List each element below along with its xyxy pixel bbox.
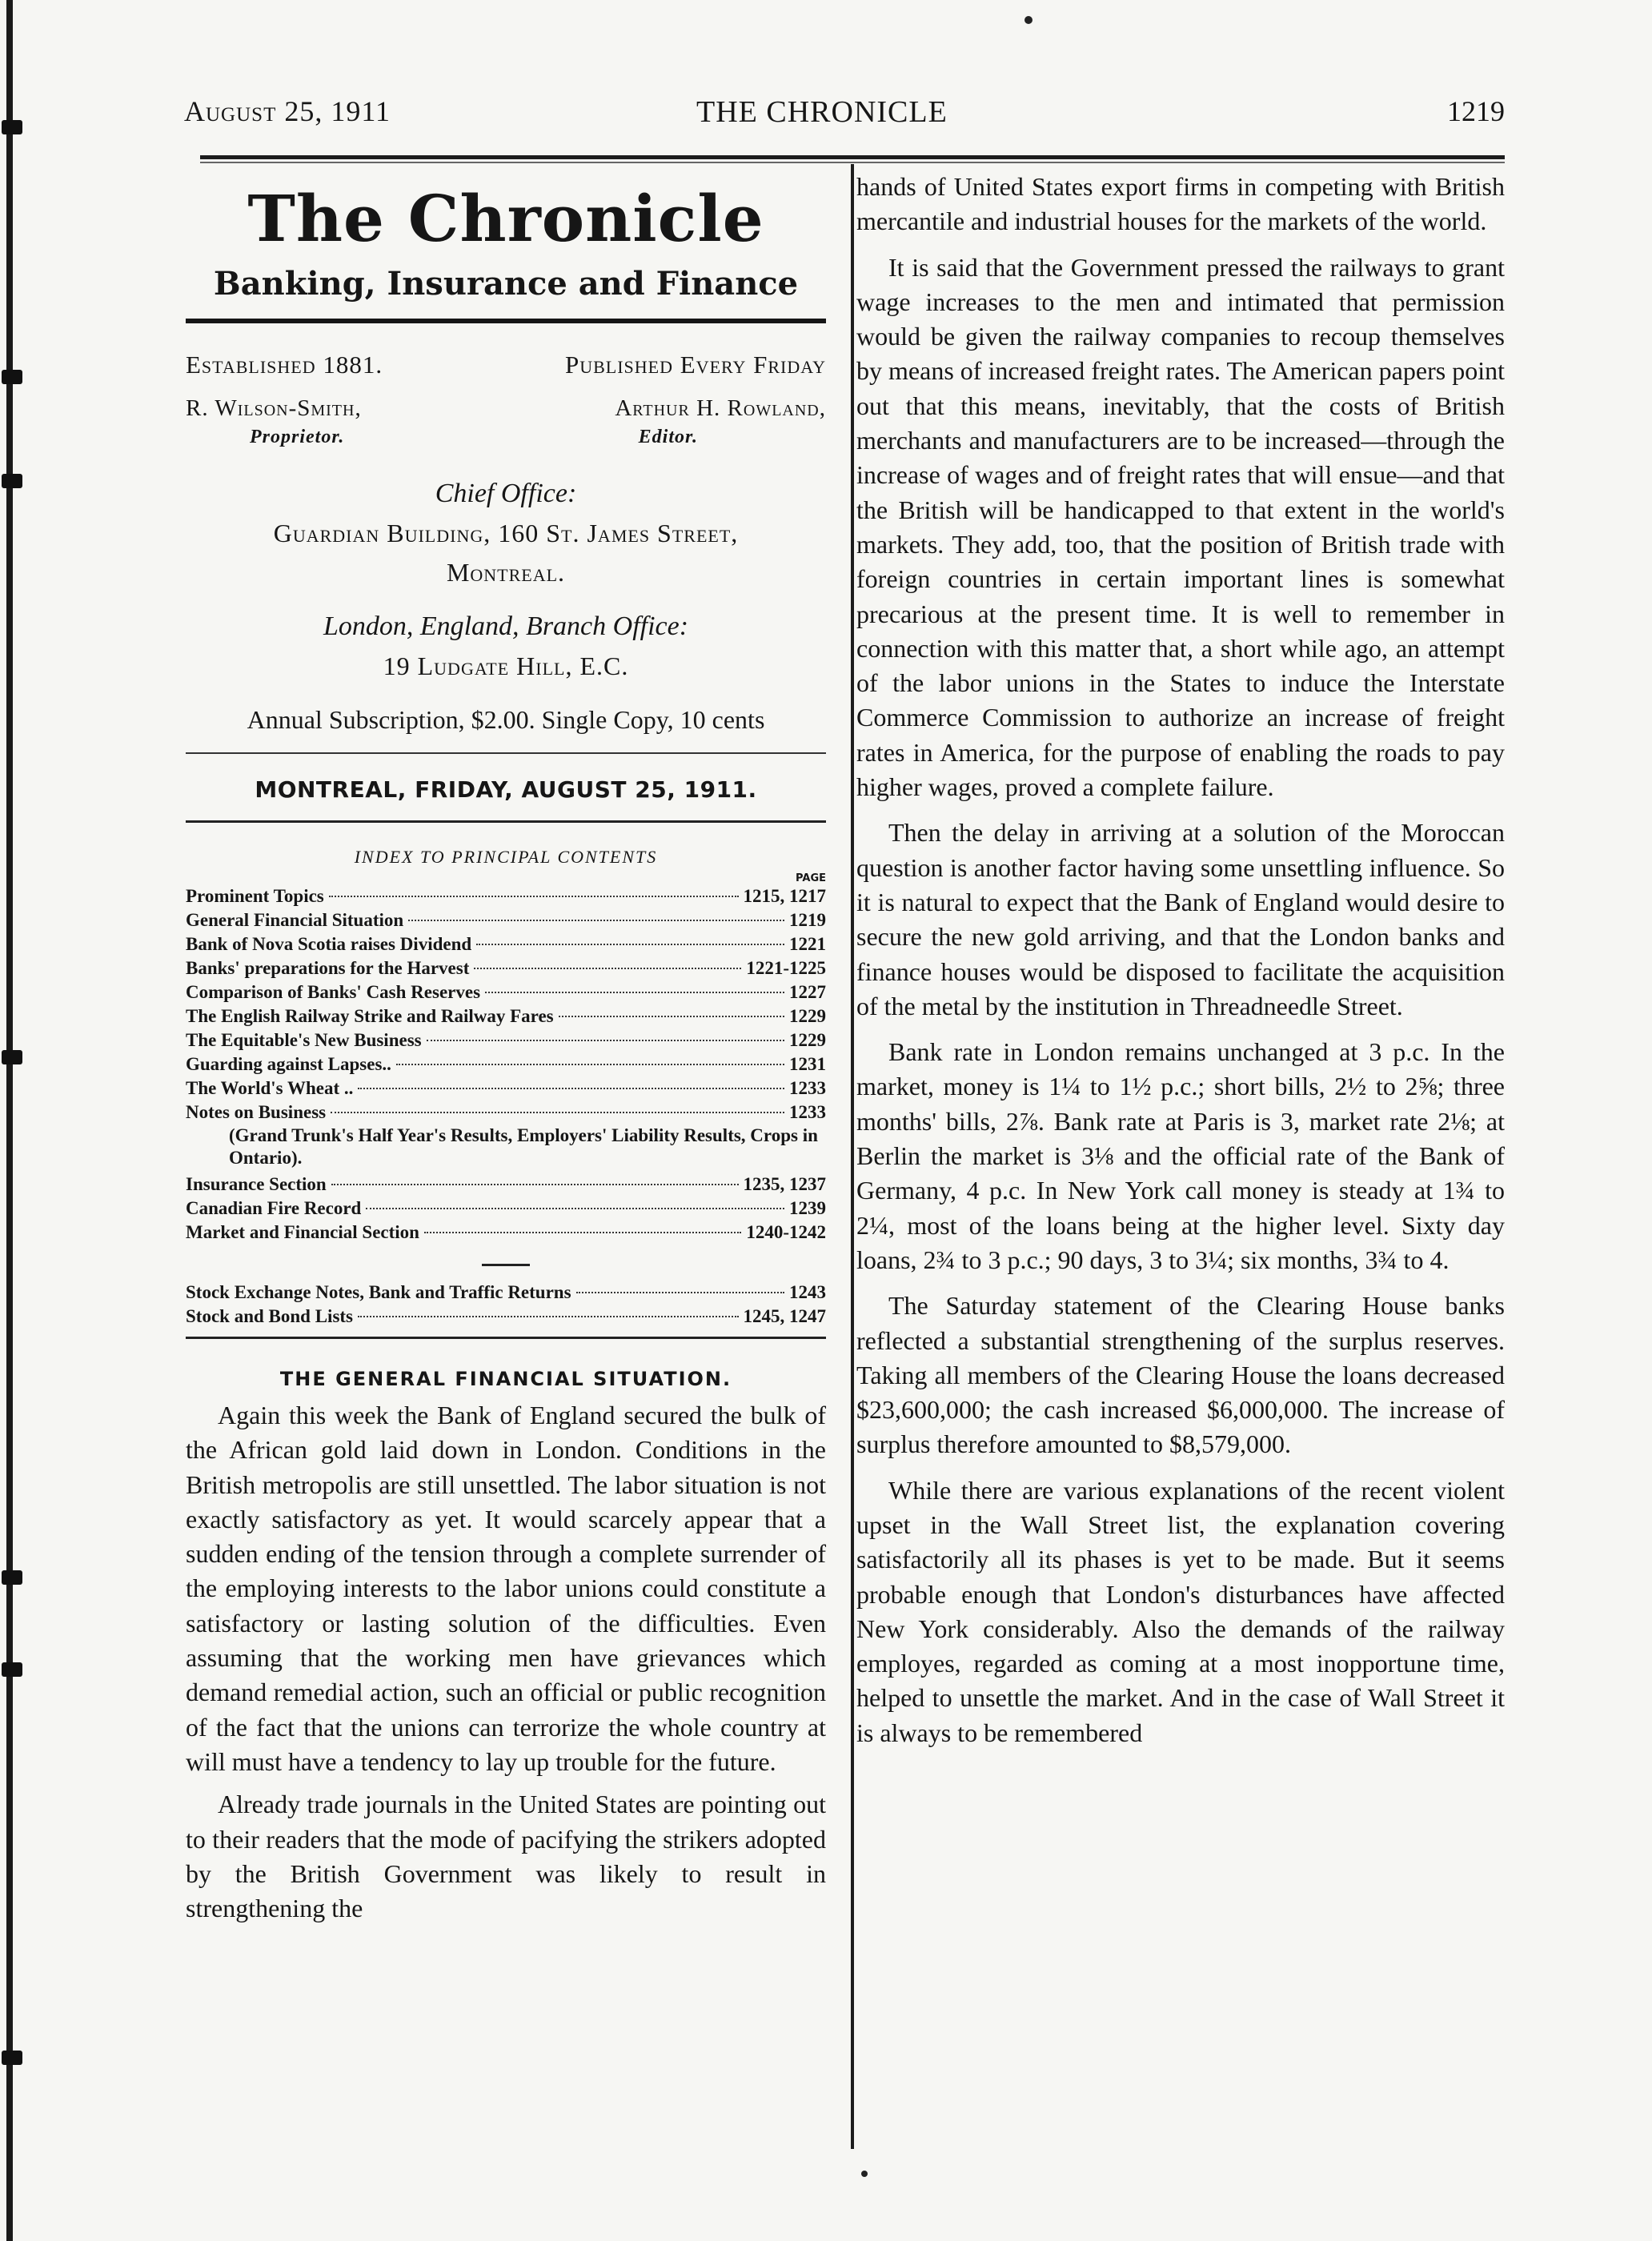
binding-mark — [2, 2051, 22, 2065]
index-heading: INDEX TO PRINCIPAL CONTENTS — [354, 847, 658, 867]
publication-info — [186, 351, 826, 379]
index-note: (Grand Trunk's Half Year's Results, Employers' Liability Results, Crops in Ontario). — [229, 1125, 818, 1168]
chief-office-address: Guardian Building, 160 St. James Street, — [273, 519, 739, 547]
article-heading: THE GENERAL FINANCIAL SITUATION. — [279, 1368, 732, 1390]
published-text: Published Every Friday — [564, 351, 826, 379]
index-entry: Notes on Business 1233 — [186, 1102, 826, 1122]
masthead-rule — [186, 319, 826, 323]
index-entry: The English Railway Strike and Railway Fares 1229 — [186, 1006, 826, 1026]
header-rule-thin — [200, 162, 1505, 163]
index-entry: Comparison of Banks' Cash Reserves 1227 — [186, 982, 826, 1002]
index-list — [186, 884, 826, 1329]
left-column — [186, 168, 826, 1934]
right-column — [856, 168, 1505, 1762]
running-date: August 25, 1911 — [184, 95, 391, 127]
index-entry: Prominent Topics 1215, 1217 — [186, 886, 826, 906]
article-paragraph: The Saturday statement of the Clearing House banks reflected a substantial strengthening of the surplus reserves. Taking all members of the Clearing House the loans decreased $23,600,000; the cash increased $6,000,000. The increase of surplus therefore amounted to $8,579,000. — [856, 1291, 1505, 1459]
staff-names — [186, 395, 826, 422]
masthead-subtitle: Banking, Insurance and Finance — [213, 265, 799, 303]
proprietor-name: R. Wilson-Smith, — [186, 395, 362, 421]
article-paragraph: It is said that the Government pressed the railways to grant wage increases to the men and intimated that permission would be given the railway companies to recoup themselves by means of increased freight rates. The American papers point out that this means, inevitably, that the costs of British merchants and manufacturers are to be increased—through the increase of wages and of freight rates that will ensue—and that the British will be handicapped to that extent in the world's markets. They add, too, that the position of British trade with foreign countries in certain important lines is somewhat precarious at the present time. It is well to remember in connection with this matter that, a short while ago, an attempt of the labor unions in the States to induce the Interstate Commerce Commission to authorize an increase of freight rates in America, for the purpose of enabling the roads to pay higher wages, proved a complete failure. — [856, 252, 1505, 802]
proprietor-role: Proprietor. — [250, 427, 345, 447]
editor-name: Arthur H. Rowland, — [615, 395, 826, 421]
chief-office-city: Montreal. — [446, 558, 566, 587]
article-paragraph: Then the delay in arriving at a solution of the Moroccan question is another factor having some unsettling influence. So it is natural to expect that the Bank of England would desire to secure the new gold arriving, and that the London banks and finance houses would be disposed to facilitate the acquisition of the metal by the institution in Threadneedle Street. — [856, 818, 1505, 1020]
divider — [186, 752, 826, 754]
article-paragraph: Already trade journals in the United States are pointing out to their readers that the mode of pacifying the strikers adopted by the British Government was likely to result in strengthening the — [186, 1790, 826, 1923]
dateline: MONTREAL, FRIDAY, AUGUST 25, 1911. — [255, 776, 757, 803]
running-header — [184, 94, 1505, 142]
staff-roles — [186, 427, 826, 448]
divider — [186, 820, 826, 823]
divider — [186, 1337, 826, 1339]
index-page-label: PAGE — [796, 872, 826, 884]
binding-mark — [2, 1662, 22, 1677]
index-entry: The Equitable's New Business 1229 — [186, 1030, 826, 1050]
established-text: Established 1881. — [186, 351, 383, 379]
branch-office-address: 19 Ludgate Hill, E.C. — [383, 651, 629, 680]
binding-mark — [2, 120, 22, 134]
short-divider — [482, 1264, 530, 1266]
article-paragraph: While there are various explanations of the recent violent upset in the Wall Street list, the explanation covering satisfactorily all its phases is yet to be made. But it seems probable enough that London's disturbances have affected New York considerably. Also the demands of the railway employes, regarded as coming at a most inopportune time, helped to unsettle the market. And in the case of Wall Street it is always to be remembered — [856, 1475, 1505, 1747]
binding-mark — [2, 474, 22, 488]
index-entry: Bank of Nova Scotia raises Dividend 1221 — [186, 934, 826, 954]
header-rule — [200, 155, 1505, 159]
running-title: THE CHRONICLE — [696, 95, 948, 129]
index-entry: Stock Exchange Notes, Bank and Traffic Returns 1243 — [186, 1282, 826, 1302]
index-entry: Insurance Section 1235, 1237 — [186, 1174, 826, 1194]
index-entry: General Financial Situation 1219 — [186, 910, 826, 930]
column-divider — [851, 164, 854, 2149]
speck — [1024, 16, 1032, 24]
subscription-line: Annual Subscription, $2.00. Single Copy, 10 cents — [247, 705, 765, 734]
chief-office-label: Chief Office: — [435, 479, 577, 508]
masthead-title: The Chronicle — [247, 181, 764, 256]
editor-role: Editor. — [638, 427, 698, 447]
binding-mark — [2, 1050, 22, 1064]
binding-mark — [2, 1570, 22, 1585]
page-binding-edge — [6, 0, 13, 2241]
index-entry: Guarding against Lapses.. 1231 — [186, 1054, 826, 1074]
index-entry: Stock and Bond Lists 1245, 1247 — [186, 1306, 826, 1326]
article-paragraph: Again this week the Bank of England secured the bulk of the African gold laid down in London. Conditions in the British metropolis are still unsettled. The labor situation is not exactly satisfactory as yet. It would scarcely appear that a sudden ending of the tension through a complete surrender of the employing interests to the labor unions could constitute a satisfactory or lasting solution of the difficulties. Even assuming that the working men have grievances which demand remedial action, such an official or public recognition of the fact that the unions can terrorize the whole country at will must have a tendency to lay up trouble for the future. — [186, 1401, 826, 1776]
speck — [861, 2171, 868, 2177]
article-paragraph: Bank rate in London remains unchanged at 3 p.c. In the market, money is 1¼ to 1½ p.c.; short bills, 2½ to 2⅝; three months' bills, 2⅞. Bank rate at Paris is 3, market rate 2⅛; at Berlin the market is 3⅛ and the official rate of the Bank of Germany, 4 p.c. In New York call money is steady at 1¾ to 2¼, most of the loans being at the higher level. Sixty day loans, 2¾ to 3 p.c.; 90 days, 3 to 3¼; six months, 3¾ to 4. — [856, 1037, 1505, 1274]
index-entry: The World's Wheat .. 1233 — [186, 1078, 826, 1098]
binding-mark — [2, 370, 22, 384]
index-entry: Market and Financial Section 1240-1242 — [186, 1222, 826, 1242]
index-entry: Canadian Fire Record 1239 — [186, 1198, 826, 1218]
index-entry: Banks' preparations for the Harvest 1221-1225 — [186, 958, 826, 978]
branch-office-label: London, England, Branch Office: — [323, 611, 689, 641]
page-number: 1219 — [1447, 95, 1505, 127]
article-paragraph-continued: hands of United States export firms in competing with British mercantile and industrial houses for the markets of the world. — [856, 172, 1505, 236]
